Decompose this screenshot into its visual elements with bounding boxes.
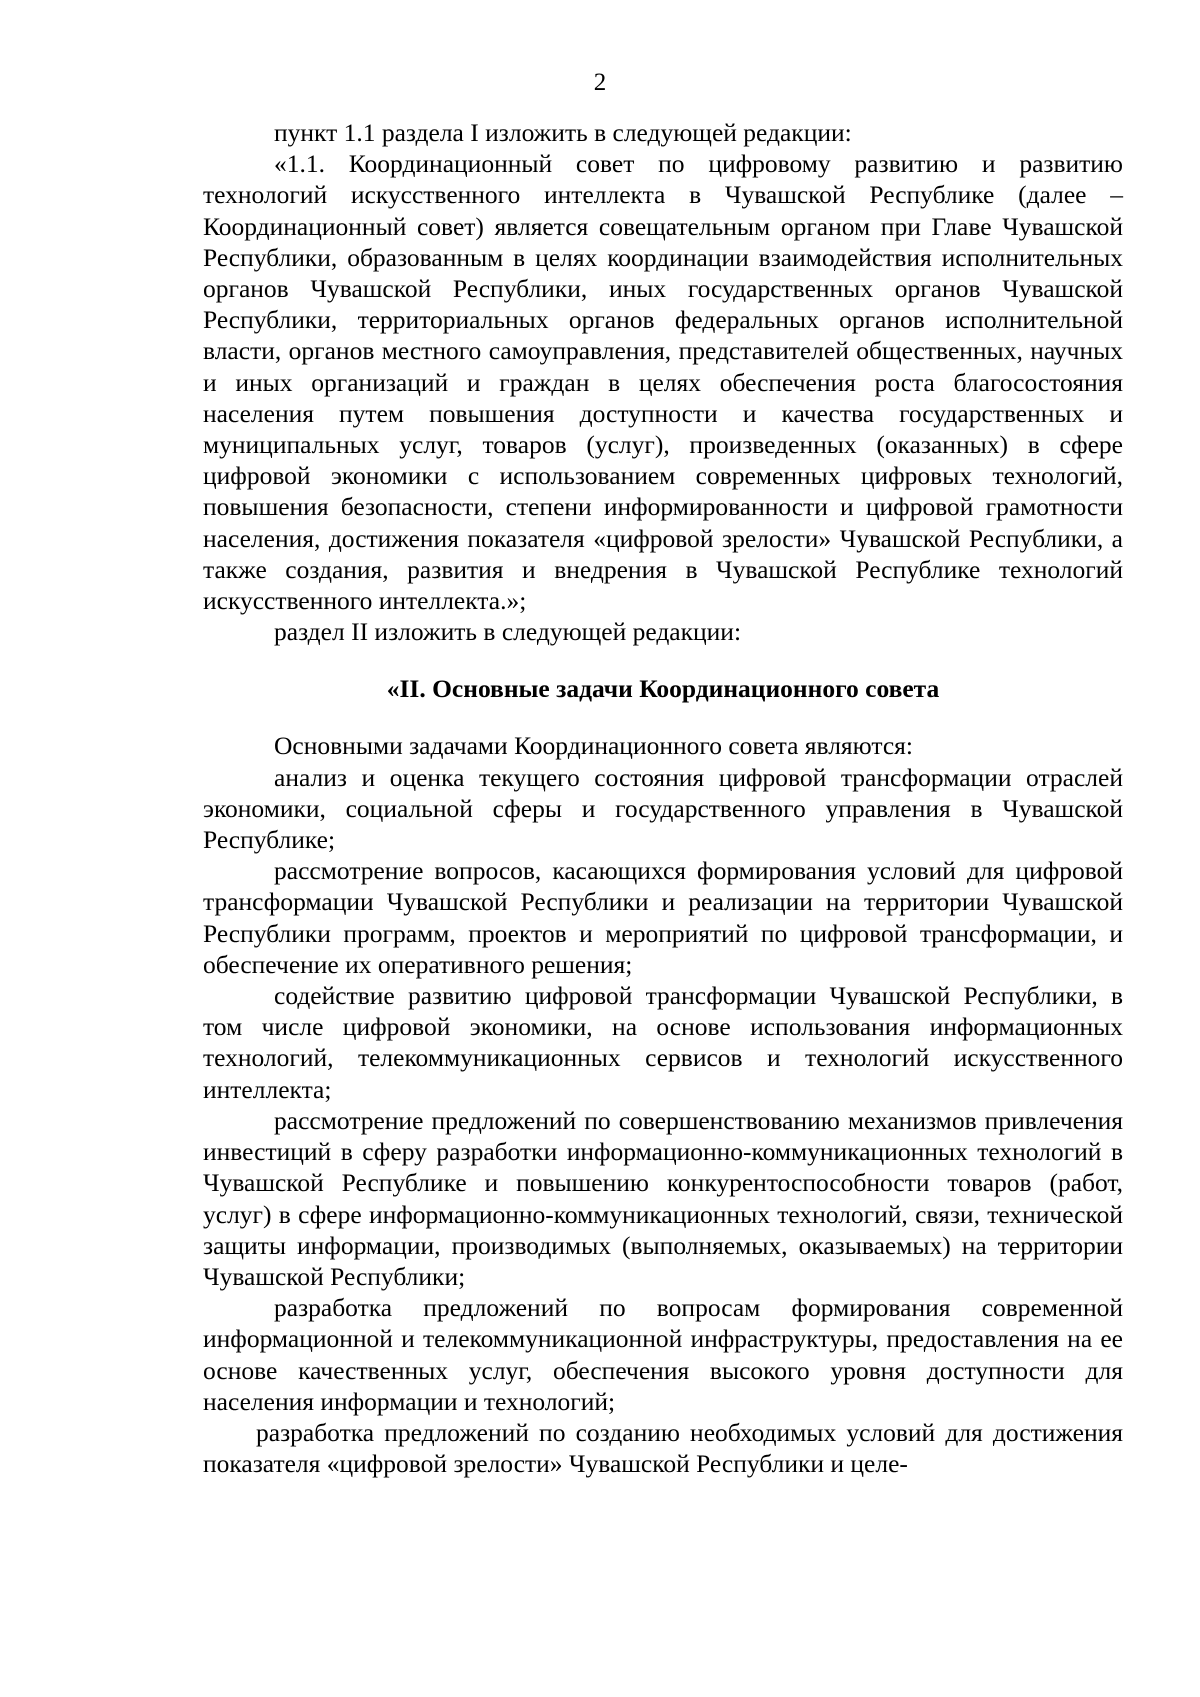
paragraph-task-conditions: рассмотрение вопросов, касающихся формирования условий для цифровой трансформации Чувашской Республики и реализации на территории Чувашской Республики программ, проектов и мероприятий по цифровой трансформации, и обеспечение их оперативного решения; <box>203 856 1123 979</box>
paragraph-task-infrastructure: разработка предложений по вопросам формирования современной информационной и телекоммуникационной инфраструктуры, предоставления на ее основе качественных услуг, обеспечения высокого уровня доступности для населения информации и технологий; <box>203 1293 1123 1416</box>
paragraph-task-digital-maturity: разработка предложений по созданию необходимых условий для достижения показателя «цифровой зрелости» Чувашской Республики и целе- <box>203 1417 1123 1479</box>
paragraph-amend-item-1-1: пункт 1.1 раздела I изложить в следующей редакции: <box>274 118 852 147</box>
document-body <box>203 117 1123 1479</box>
section-heading: «II. Основные задачи Координационного совета <box>386 674 940 704</box>
paragraph-tasks-intro: Основными задачами Координационного совета являются: <box>274 731 913 761</box>
paragraph-amend-section-2: раздел II изложить в следующей редакции: <box>274 617 742 647</box>
paragraph-task-assistance: содействие развитию цифровой трансформации Чувашской Республики, в том числе цифровой экономики, на основе использования информационных технологий, телекоммуникационных сервисов и технологий искусственного интеллекта; <box>203 981 1123 1104</box>
paragraph-task-investment: рассмотрение предложений по совершенствованию механизмов привлечения инвестиций в сферу разработки информационно-коммуникационных технологий в Чувашской Республике и повышению конкурентоспособности товаров (работ, услуг) в сфере информационно-коммуникационных технологий, связи, технической защиты информации, производимых (выполняемых, оказываемых) на территории Чувашской Республики; <box>203 1105 1123 1291</box>
paragraph-task-analysis: анализ и оценка текущего состояния цифровой трансформации отраслей экономики, социальной сферы и государственного управления в Чувашской Республике; <box>203 762 1123 855</box>
page-number: 2 <box>593 69 607 96</box>
paragraph-item-1-1-text: «1.1. Координационный совет по цифровому развитию и развитию технологий искусственного интеллекта в Чувашской Республике (далее – Координационный совет) является совещательным органом при Главе Чувашской Республики, образованным в целях координации взаимодействия исполнительных органов Чувашской Республики, иных государственных органов Чувашской Республики, территориальных органов федеральных органов исполнительной власти, органов местного самоуправления, представителей общественных, научных и иных организаций и граждан в целях обеспечения роста благосостояния населения путем повышения доступности и качества государственных и муниципальных услуг, товаров (услуг), произведенных (оказанных) в сфере цифровой экономики с использованием современных цифровых технологий, повышения безопасности, степени информированности и цифровой грамотности населения, достижения показателя «цифровой зрелости» Чувашской Республики, а также создания, развития и внедрения в Чувашской Республике технологий искусственного интеллекта.»; <box>203 149 1123 616</box>
